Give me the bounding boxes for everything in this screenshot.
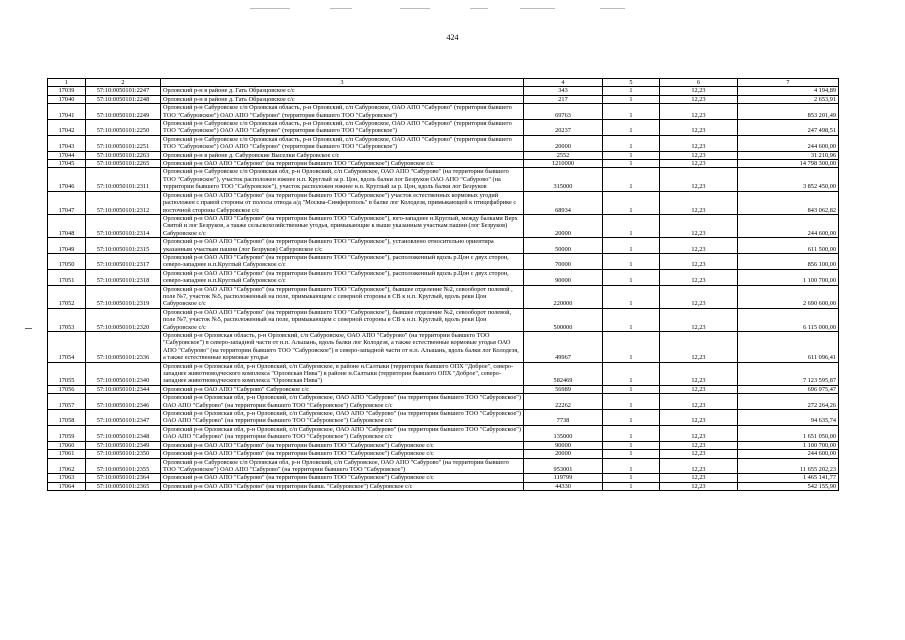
quantity-value: 1 bbox=[603, 458, 660, 474]
location-description: Орловский р-н ОАО АПО "Сабурово" (на территории бывшего ТОО "Сабуровское") участок естественных кормовых угодий расположен с правой стороны от полосы отвода а/д "Москва-Симферополь" в балке лог Колодезя, примыкающей к птицефабрике с восточной стороны Сабуровское с/с bbox=[161, 191, 524, 214]
row-number: 17056 bbox=[48, 385, 86, 393]
rate-value: 12,23 bbox=[660, 332, 738, 363]
area-value: 1210000 bbox=[524, 160, 603, 168]
row-number: 17047 bbox=[48, 191, 86, 214]
header-cell: 1 bbox=[48, 79, 86, 87]
table-row bbox=[48, 385, 839, 393]
row-number: 17057 bbox=[48, 394, 86, 410]
area-value: 953001 bbox=[524, 458, 603, 474]
table-row bbox=[48, 474, 839, 482]
area-value: 90000 bbox=[524, 441, 603, 449]
cadastral-number: 57:10:0050101:2349 bbox=[86, 441, 161, 449]
area-value: 7738 bbox=[524, 410, 603, 426]
location-description: Орловский р-н ОАО АПО "Сабурово" (на территории бывш. "Сабуровское") Сабуровское с/с bbox=[161, 482, 524, 490]
cadastral-number: 57:10:0050101:2346 bbox=[86, 394, 161, 410]
quantity-value: 1 bbox=[603, 285, 660, 308]
location-description: Орловский р-н Сабуровское с/п Орловская обл, р-н Орловский, с/п Сабуровское, ОАО АПО "Сабурово" (на территории бывшего ТОО "Сабуровское") ОАО АПО "Сабурово" (на территории бывшего ТОО "Сабуровское") bbox=[161, 458, 524, 474]
row-number: 17052 bbox=[48, 285, 86, 308]
row-number: 17064 bbox=[48, 482, 86, 490]
rate-value: 12,23 bbox=[660, 394, 738, 410]
quantity-value: 1 bbox=[603, 160, 660, 168]
table-body bbox=[48, 87, 839, 491]
cadastral-number: 57:10:0050101:2311 bbox=[86, 168, 161, 191]
rate-value: 12,23 bbox=[660, 168, 738, 191]
rate-value: 12,23 bbox=[660, 191, 738, 214]
header-cell: 4 bbox=[524, 79, 603, 87]
cadastral-number: 57:10:0050101:2365 bbox=[86, 482, 161, 490]
quantity-value: 1 bbox=[603, 104, 660, 120]
cadastral-value: 7 123 595,87 bbox=[738, 362, 839, 385]
area-value: 582469 bbox=[524, 362, 603, 385]
area-value: 49967 bbox=[524, 332, 603, 363]
cadastral-value: 244 600,00 bbox=[738, 135, 839, 151]
rate-value: 12,23 bbox=[660, 253, 738, 269]
rate-value: 12,23 bbox=[660, 120, 738, 136]
table-row bbox=[48, 308, 839, 331]
area-value: 69763 bbox=[524, 104, 603, 120]
header-cell: 3 bbox=[161, 79, 524, 87]
row-number: 17062 bbox=[48, 458, 86, 474]
rate-value: 12,23 bbox=[660, 441, 738, 449]
header-cell: 7 bbox=[738, 79, 839, 87]
cadastral-value: 696 975,47 bbox=[738, 385, 839, 393]
quantity-value: 1 bbox=[603, 385, 660, 393]
table-header-row bbox=[48, 79, 839, 87]
table-row bbox=[48, 87, 839, 95]
location-description: Орловский р-н ОАО АПО "Сабурово" (на территории бывшего ТОО "Сабуровское") Сабуровское с/с bbox=[161, 160, 524, 168]
cadastral-value: 272 264,26 bbox=[738, 394, 839, 410]
quantity-value: 1 bbox=[603, 362, 660, 385]
row-number: 17040 bbox=[48, 95, 86, 103]
table-row bbox=[48, 120, 839, 136]
rate-value: 12,23 bbox=[660, 214, 738, 237]
area-value: 56989 bbox=[524, 385, 603, 393]
table-row bbox=[48, 253, 839, 269]
row-number: 17048 bbox=[48, 214, 86, 237]
row-number: 17049 bbox=[48, 238, 86, 254]
rate-value: 12,23 bbox=[660, 362, 738, 385]
row-number: 17050 bbox=[48, 253, 86, 269]
quantity-value: 1 bbox=[603, 410, 660, 426]
location-description: Орловский р-н Орловская обл, р-н Орловский, с/п Сабуровское, ОАО АПО "Сабурово" (на территории бывшего ТОО "Сабуровское") ОАО АПО "Сабурово" (на территории бывшего ТОО "Сабуровское") Сабуровское с/с bbox=[161, 394, 524, 410]
rate-value: 12,23 bbox=[660, 425, 738, 441]
row-number: 17054 bbox=[48, 332, 86, 363]
location-description: Орловский р-н ОАО АПО "Сабурово" (на территории бывшего ТОО "Сабуровское"), бывшее отделение №2, севооборот полевой , поле №7, участок №5, расположенный на поле, примыкающем с северной стороны в СВ к н.п. Круглый, вдоль реки Цон Сабуровское с/с bbox=[161, 285, 524, 308]
row-number: 17041 bbox=[48, 104, 86, 120]
quantity-value: 1 bbox=[603, 441, 660, 449]
cadastral-number: 57:10:0050101:2319 bbox=[86, 285, 161, 308]
cadastral-number: 57:10:0050101:2355 bbox=[86, 458, 161, 474]
area-value: 315000 bbox=[524, 168, 603, 191]
table-row bbox=[48, 410, 839, 426]
cadastral-value: 853 201,49 bbox=[738, 104, 839, 120]
table-row bbox=[48, 104, 839, 120]
table-row bbox=[48, 191, 839, 214]
location-description: Орловский р-н ОАО АПО "Сабурово" (на территории бывшего ТОО "Сабуровское"), расположенный вдоль р.Цон с двух сторон, северо-западнее н.п.Круглый Сабуровское с/с bbox=[161, 253, 524, 269]
cadastral-value: 856 100,00 bbox=[738, 253, 839, 269]
location-description: Орловский р-н Сабуровское с/п Орловская область, р-н Орловский, с/п Сабуровское, ОАО АПО "Сабурово" (территория бывшего ТОО "Сабуровское") ОАО АПО "Сабурово" (территория бывшего ТОО "Сабуровское") bbox=[161, 135, 524, 151]
cadastral-value: 2 653,91 bbox=[738, 95, 839, 103]
cadastral-number: 57:10:0050101:2250 bbox=[86, 120, 161, 136]
cadastral-number: 57:10:0050101:2249 bbox=[86, 104, 161, 120]
table-row bbox=[48, 394, 839, 410]
rate-value: 12,23 bbox=[660, 308, 738, 331]
area-value: 217 bbox=[524, 95, 603, 103]
cadastral-value: 1 100 700,00 bbox=[738, 269, 839, 285]
cadastral-value: 1 465 141,77 bbox=[738, 474, 839, 482]
row-number: 17051 bbox=[48, 269, 86, 285]
area-value: 2552 bbox=[524, 151, 603, 159]
rate-value: 12,23 bbox=[660, 87, 738, 95]
cadastral-number: 57:10:0050101:2251 bbox=[86, 135, 161, 151]
cadastral-value: 4 194,89 bbox=[738, 87, 839, 95]
area-value: 20000 bbox=[524, 135, 603, 151]
location-description: Орловский р-н Сабуровское с/п Орловская область, р-н Орловский, с/п Сабуровское, ОАО АПО "Сабурово" (территория бывшего ТОО "Сабуровское") ОАО АПО "Сабурово" (территория бывшего ТОО "Сабуровское") bbox=[161, 104, 524, 120]
area-value: 50000 bbox=[524, 238, 603, 254]
cadastral-number: 57:10:0050101:2320 bbox=[86, 308, 161, 331]
location-description: Орловский р-н ОАО АПО "Сабурово" (на территории бывшего ТОО "Сабуровское") Сабуровское с/с bbox=[161, 450, 524, 458]
quantity-value: 1 bbox=[603, 308, 660, 331]
quantity-value: 1 bbox=[603, 474, 660, 482]
row-number: 17063 bbox=[48, 474, 86, 482]
cadastral-value: 611 500,00 bbox=[738, 238, 839, 254]
table-row bbox=[48, 214, 839, 237]
location-description: Орловский р-н ОАО АПО "Сабурово" (на территории бывшего ТОО "Сабуровское"), расположенный вдоль р.Цон с двух сторон, северо-западнее н.п.Круглый Сабуровское с/с bbox=[161, 269, 524, 285]
rate-value: 12,23 bbox=[660, 482, 738, 490]
header-cell: 6 bbox=[660, 79, 738, 87]
quantity-value: 1 bbox=[603, 238, 660, 254]
cadastral-value: 244 600,00 bbox=[738, 450, 839, 458]
cadastral-value: 244 600,00 bbox=[738, 214, 839, 237]
row-number: 17060 bbox=[48, 441, 86, 449]
cadastral-number: 57:10:0050101:2248 bbox=[86, 95, 161, 103]
area-value: 70000 bbox=[524, 253, 603, 269]
quantity-value: 1 bbox=[603, 120, 660, 136]
land-plot-table bbox=[47, 78, 839, 491]
table-row bbox=[48, 441, 839, 449]
row-number: 17053 bbox=[48, 308, 86, 331]
cadastral-value: 6 115 000,00 bbox=[738, 308, 839, 331]
cadastral-number: 57:10:0050101:2348 bbox=[86, 425, 161, 441]
row-number: 17055 bbox=[48, 362, 86, 385]
area-value: 119799 bbox=[524, 474, 603, 482]
rate-value: 12,23 bbox=[660, 135, 738, 151]
quantity-value: 1 bbox=[603, 168, 660, 191]
rate-value: 12,23 bbox=[660, 151, 738, 159]
location-description: Орловский р-н Орловская обл, р-н Орловский, с/п Сабуровское, ОАО АПО "Сабурово" (на территории бывшего ТОО "Сабуровское") ОАО АПО "Сабурово" (на территории бывшего ТОО "Сабуровское") Сабуровское с/с bbox=[161, 410, 524, 426]
cadastral-number: 57:10:0050101:2314 bbox=[86, 214, 161, 237]
row-number: 17058 bbox=[48, 410, 86, 426]
area-value: 20000 bbox=[524, 450, 603, 458]
area-value: 20237 bbox=[524, 120, 603, 136]
area-value: 220000 bbox=[524, 285, 603, 308]
rate-value: 12,23 bbox=[660, 450, 738, 458]
cadastral-number: 57:10:0050101:2340 bbox=[86, 362, 161, 385]
cadastral-value: 3 852 450,00 bbox=[738, 168, 839, 191]
location-description: Орловский р-н Орловская обл, р-н Орловский, с/п Сабуровское, в районе н.Салтыки (территория бывшего ОПХ "Доброе", северо-западнее животноводческого комплекса "Орловская Нива") в районе н.Салтыки (территория бывшего ОПХ "Доброе", северо-западнее животноводческого комплекса "Орловская Нива") bbox=[161, 362, 524, 385]
area-value: 90000 bbox=[524, 269, 603, 285]
table-row bbox=[48, 450, 839, 458]
quantity-value: 1 bbox=[603, 450, 660, 458]
rate-value: 12,23 bbox=[660, 458, 738, 474]
cadastral-number: 57:10:0050101:2247 bbox=[86, 87, 161, 95]
cadastral-value: 94 635,74 bbox=[738, 410, 839, 426]
table-row bbox=[48, 425, 839, 441]
cadastral-value: 247 498,51 bbox=[738, 120, 839, 136]
table-row bbox=[48, 160, 839, 168]
row-number: 17045 bbox=[48, 160, 86, 168]
cadastral-value: 14 798 300,00 bbox=[738, 160, 839, 168]
location-description: Орловский р-н ОАО АПО "Сабурово" Сабуровское с/с bbox=[161, 385, 524, 393]
location-description: Орловский р-н ОАО АПО "Сабурово" (на территории бывшего ТОО "Сабуровское") Сабуровское с/с bbox=[161, 474, 524, 482]
rate-value: 12,23 bbox=[660, 385, 738, 393]
location-description: Орловский р-н ОАО АПО "Сабурово" (на территории бывшего ТОО "Сабуровское"), бывшее отделение №2, севооборот полевой, поле №7, участок №5, расположенный на поле, примыкающем с северной стороны в СВ к н.п. Круглый, вдоль реки Цон Сабуровское с/с bbox=[161, 308, 524, 331]
cadastral-number: 57:10:0050101:2318 bbox=[86, 269, 161, 285]
cadastral-value: 31 210,96 bbox=[738, 151, 839, 159]
cadastral-value: 843 062,82 bbox=[738, 191, 839, 214]
table-row bbox=[48, 269, 839, 285]
area-value: 68934 bbox=[524, 191, 603, 214]
quantity-value: 1 bbox=[603, 425, 660, 441]
area-value: 22262 bbox=[524, 394, 603, 410]
location-description: Орловский р-н Сабуровское с/п Орловская обл, р-н Орловский, с/п Сабуровское, ОАО АПО "Сабурово" (на территории бывшего ТОО "Сабуровское"), участок расположен южнее н.п. Круглый за р. Цон, вдоль балки лог Безруков ОАО АПО "Сабурово" (на территории бывшего ТОО "Сабуровское"), участок расположен южнее н.п. Круглый за р. Цон, вдоль балки лог Безруков bbox=[161, 168, 524, 191]
table-row bbox=[48, 135, 839, 151]
quantity-value: 1 bbox=[603, 214, 660, 237]
quantity-value: 1 bbox=[603, 482, 660, 490]
rate-value: 12,23 bbox=[660, 285, 738, 308]
location-description: Орловский р-н Сабуровское с/п Орловская область, р-н Орловский, с/п Сабуровское, ОАО АПО "Сабурово" (территория бывшего ТОО "Сабуровское") ОАО АПО "Сабурово" (территория бывшего ТОО "Сабуровское") bbox=[161, 120, 524, 136]
quantity-value: 1 bbox=[603, 269, 660, 285]
cadastral-value: 2 690 600,00 bbox=[738, 285, 839, 308]
quantity-value: 1 bbox=[603, 151, 660, 159]
quantity-value: 1 bbox=[603, 95, 660, 103]
table-row bbox=[48, 238, 839, 254]
cadastral-number: 57:10:0050101:2312 bbox=[86, 191, 161, 214]
area-value: 44330 bbox=[524, 482, 603, 490]
table-row bbox=[48, 362, 839, 385]
header-cell: 2 bbox=[86, 79, 161, 87]
cadastral-number: 57:10:0050101:2315 bbox=[86, 238, 161, 254]
table-row bbox=[48, 95, 839, 103]
area-value: 20000 bbox=[524, 214, 603, 237]
cadastral-number: 57:10:0050101:2344 bbox=[86, 385, 161, 393]
row-number: 17043 bbox=[48, 135, 86, 151]
location-description: Орловский р-н в районе д. Гать Образцовское с/с bbox=[161, 87, 524, 95]
table-row bbox=[48, 285, 839, 308]
row-number: 17044 bbox=[48, 151, 86, 159]
area-value: 343 bbox=[524, 87, 603, 95]
rate-value: 12,23 bbox=[660, 410, 738, 426]
cadastral-value: 11 655 202,23 bbox=[738, 458, 839, 474]
location-description: Орловский р-н ОАО АПО "Сабурово" (на территории бывшего ТОО "Сабуровское"), установлено относительно ориентира указанным участкам пашни (лог Безруков) Сабуровское с/с bbox=[161, 238, 524, 254]
cadastral-value: 611 096,41 bbox=[738, 332, 839, 363]
location-description: Орловский р-н Орловская обл, р-н Орловский, с/п Сабуровское, ОАО АПО "Сабурово" (на территории бывшего ТОО "Сабуровское") ОАО АПО "Сабурово" (на территории бывшего ТОО "Сабуровское") Сабуровское с/с bbox=[161, 425, 524, 441]
rate-value: 12,23 bbox=[660, 269, 738, 285]
row-number: 17059 bbox=[48, 425, 86, 441]
location-description: Орловский р-н в районе д. Гать Образцовское с/с bbox=[161, 95, 524, 103]
quantity-value: 1 bbox=[603, 253, 660, 269]
table-row bbox=[48, 151, 839, 159]
cadastral-number: 57:10:0050101:2347 bbox=[86, 410, 161, 426]
cadastral-number: 57:10:0050101:2364 bbox=[86, 474, 161, 482]
page-number: 424 bbox=[446, 33, 459, 42]
cadastral-value: 542 155,90 bbox=[738, 482, 839, 490]
cadastral-value: 1 100 700,00 bbox=[738, 441, 839, 449]
cadastral-number: 57:10:0050101:2336 bbox=[86, 332, 161, 363]
margin-mark bbox=[25, 328, 32, 329]
scan-bleed-through bbox=[0, 8, 905, 12]
location-description: Орловский р-н Орловская область, р-н Орловский, с/п Сабуровское, ОАО АПО "Сабурово" (на территории бывшего ТОО "Сабуровское") в северо-западной части от н.п. Альшань, вдоль балки лог Колодезя, а также естественные кормовые угодья ОАО АПО "Сабурово" (на территории бывшего ТОО "Сабуровское") в северо-западной части от н.п. Альшань, вдоль балки лог Колодезя, а также естественные кормовые угодья bbox=[161, 332, 524, 363]
row-number: 17061 bbox=[48, 450, 86, 458]
rate-value: 12,23 bbox=[660, 474, 738, 482]
location-description: Орловский р-н ОАО АПО "Сабурово" (на территории бывшего ТОО "Сабуровское") Сабуровское с/с bbox=[161, 441, 524, 449]
rate-value: 12,23 bbox=[660, 160, 738, 168]
cadastral-value: 1 651 050,00 bbox=[738, 425, 839, 441]
cadastral-number: 57:10:0050101:2350 bbox=[86, 450, 161, 458]
quantity-value: 1 bbox=[603, 87, 660, 95]
rate-value: 12,23 bbox=[660, 104, 738, 120]
cadastral-number: 57:10:0050101:2265 bbox=[86, 160, 161, 168]
cadastral-number: 57:10:0050101:2263 bbox=[86, 151, 161, 159]
table-row bbox=[48, 482, 839, 490]
header-cell: 5 bbox=[603, 79, 660, 87]
row-number: 17042 bbox=[48, 120, 86, 136]
area-value: 135000 bbox=[524, 425, 603, 441]
location-description: Орловский р-н в районе д. Сабуровские Выселки Сабуровское с/с bbox=[161, 151, 524, 159]
quantity-value: 1 bbox=[603, 332, 660, 363]
quantity-value: 1 bbox=[603, 191, 660, 214]
table-row bbox=[48, 458, 839, 474]
location-description: Орловский р-н ОАО АПО "Сабурово" (на территории бывшего ТОО "Сабуровское"), юго-западнее н.Круглый, между балками Верх Святой и лог Безруков, а также сельскохозяйственные угодья, примыкающие к выше указанным участкам пашни (лог Безруков) Сабуровское с/с bbox=[161, 214, 524, 237]
quantity-value: 1 bbox=[603, 394, 660, 410]
table-row bbox=[48, 332, 839, 363]
rate-value: 12,23 bbox=[660, 238, 738, 254]
cadastral-number: 57:10:0050101:2317 bbox=[86, 253, 161, 269]
rate-value: 12,23 bbox=[660, 95, 738, 103]
quantity-value: 1 bbox=[603, 135, 660, 151]
table-row bbox=[48, 168, 839, 191]
area-value: 500000 bbox=[524, 308, 603, 331]
row-number: 17046 bbox=[48, 168, 86, 191]
row-number: 17039 bbox=[48, 87, 86, 95]
